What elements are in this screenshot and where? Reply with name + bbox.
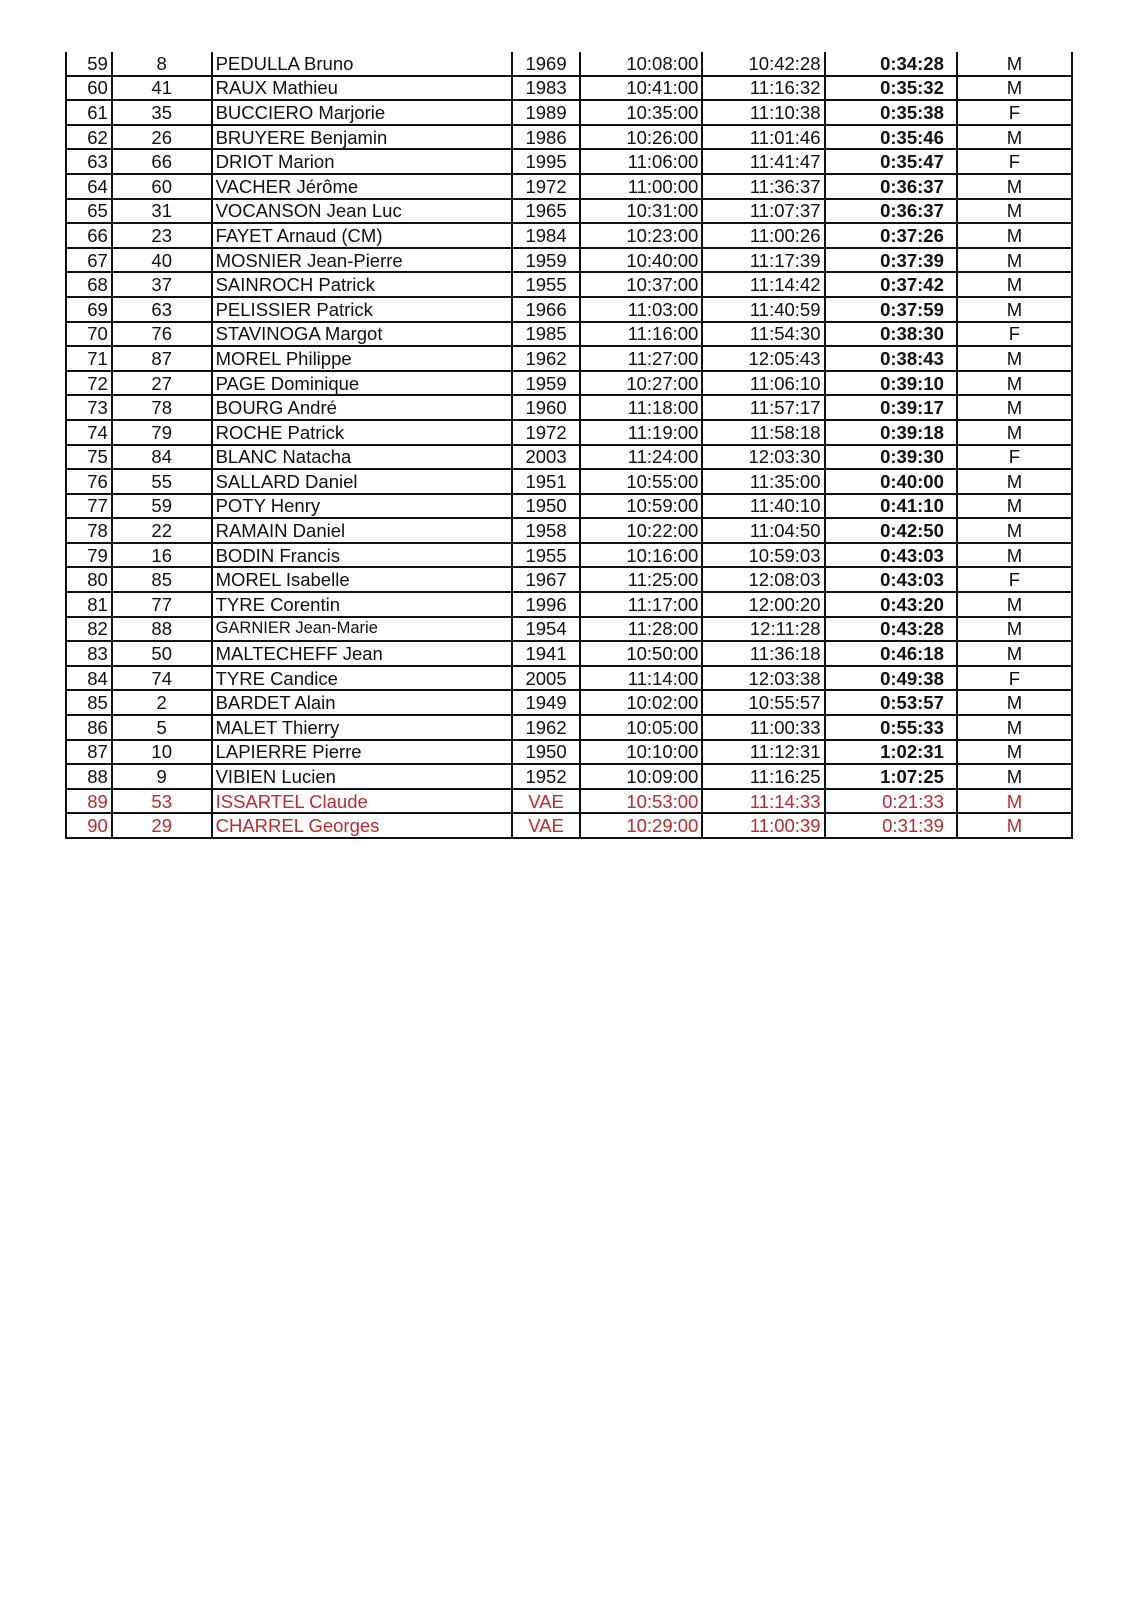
sex-cell: M [957,272,1072,297]
bib-cell: 10 [112,740,212,765]
race-time-cell: 0:39:18 [825,420,957,445]
race-time-cell: 0:38:30 [825,322,957,347]
birth-year-cell: 1962 [512,715,580,740]
name-cell: MALET Thierry [212,715,512,740]
start-time-cell: 10:22:00 [580,518,702,543]
finish-time-cell: 12:00:20 [702,592,824,617]
finish-time-cell: 11:16:32 [702,76,824,101]
finish-time-cell: 12:08:03 [702,567,824,592]
birth-year-cell: 2005 [512,666,580,691]
table-row [66,223,1072,248]
sex-cell: M [957,592,1072,617]
start-time-cell: 10:59:00 [580,494,702,519]
race-time-cell: 0:40:00 [825,469,957,494]
race-time-cell: 0:21:33 [825,789,957,814]
start-time-cell: 10:16:00 [580,543,702,568]
bib-cell: 85 [112,567,212,592]
sex-cell: M [957,518,1072,543]
table-row [66,100,1072,125]
table-row [66,322,1072,347]
race-time-cell: 0:41:10 [825,494,957,519]
birth-year-cell: 1966 [512,297,580,322]
finish-time-cell: 11:36:18 [702,641,824,666]
bib-cell: 50 [112,641,212,666]
race-time-cell: 0:43:03 [825,543,957,568]
birth-year-cell: 1986 [512,125,580,150]
race-time-cell: 0:31:39 [825,813,957,838]
name-cell: DRIOT Marion [212,149,512,174]
bib-cell: 29 [112,813,212,838]
name-cell: ISSARTEL Claude [212,789,512,814]
sex-cell: M [957,740,1072,765]
start-time-cell: 11:16:00 [580,322,702,347]
bib-cell: 88 [112,617,212,642]
finish-time-cell: 11:07:37 [702,199,824,224]
table-row [66,248,1072,273]
start-time-cell: 10:05:00 [580,715,702,740]
rank-cell: 66 [66,223,112,248]
table-row [66,52,1072,76]
race-time-cell: 0:39:17 [825,395,957,420]
race-time-cell: 0:35:47 [825,149,957,174]
bib-cell: 53 [112,789,212,814]
birth-year-cell: 1995 [512,149,580,174]
finish-time-cell: 11:14:33 [702,789,824,814]
finish-time-cell: 11:36:37 [702,174,824,199]
sex-cell: M [957,715,1072,740]
birth-year-cell: 1950 [512,494,580,519]
name-cell: TYRE Candice [212,666,512,691]
table-row [66,592,1072,617]
name-cell: MOSNIER Jean-Pierre [212,248,512,273]
race-time-cell: 0:36:37 [825,174,957,199]
race-time-cell: 0:43:03 [825,567,957,592]
sex-cell: M [957,297,1072,322]
finish-time-cell: 12:11:28 [702,617,824,642]
table-row [66,715,1072,740]
birth-year-cell: 1954 [512,617,580,642]
table-row [66,469,1072,494]
bib-cell: 79 [112,420,212,445]
race-time-cell: 0:42:50 [825,518,957,543]
race-time-cell: 0:37:59 [825,297,957,322]
race-time-cell: 0:46:18 [825,641,957,666]
name-cell: STAVINOGA Margot [212,322,512,347]
race-time-cell: 0:35:46 [825,125,957,150]
birth-year-cell: 1962 [512,346,580,371]
start-time-cell: 10:35:00 [580,100,702,125]
rank-cell: 68 [66,272,112,297]
birth-year-cell: 1960 [512,395,580,420]
bib-cell: 37 [112,272,212,297]
start-time-cell: 11:25:00 [580,567,702,592]
name-cell: TYRE Corentin [212,592,512,617]
rank-cell: 78 [66,518,112,543]
start-time-cell: 10:50:00 [580,641,702,666]
sex-cell: M [957,125,1072,150]
table-row [66,199,1072,224]
birth-year-cell: 1958 [512,518,580,543]
start-time-cell: 11:19:00 [580,420,702,445]
rank-cell: 72 [66,371,112,396]
rank-cell: 82 [66,617,112,642]
finish-time-cell: 11:10:38 [702,100,824,125]
race-time-cell: 0:53:57 [825,690,957,715]
start-time-cell: 10:23:00 [580,223,702,248]
table-row [66,395,1072,420]
bib-cell: 2 [112,690,212,715]
finish-time-cell: 11:41:47 [702,149,824,174]
rank-cell: 65 [66,199,112,224]
rank-cell: 84 [66,666,112,691]
sex-cell: F [957,149,1072,174]
start-time-cell: 10:29:00 [580,813,702,838]
table-row [66,272,1072,297]
table-row [66,297,1072,322]
finish-time-cell: 11:16:25 [702,764,824,789]
rank-cell: 61 [66,100,112,125]
sex-cell: M [957,469,1072,494]
race-time-cell: 1:02:31 [825,740,957,765]
table-row [66,346,1072,371]
race-time-cell: 0:36:37 [825,199,957,224]
start-time-cell: 10:08:00 [580,52,702,76]
rank-cell: 89 [66,789,112,814]
bib-cell: 35 [112,100,212,125]
name-cell: RAUX Mathieu [212,76,512,101]
name-cell: RAMAIN Daniel [212,518,512,543]
start-time-cell: 11:06:00 [580,149,702,174]
sex-cell: M [957,494,1072,519]
race-time-cell: 0:39:30 [825,445,957,470]
race-time-cell: 1:07:25 [825,764,957,789]
bib-cell: 66 [112,149,212,174]
table-row [66,494,1072,519]
birth-year-cell: 1952 [512,764,580,789]
finish-time-cell: 11:06:10 [702,371,824,396]
start-time-cell: 11:17:00 [580,592,702,617]
start-time-cell: 11:28:00 [580,617,702,642]
sex-cell: M [957,76,1072,101]
name-cell: MOREL Philippe [212,346,512,371]
start-time-cell: 11:27:00 [580,346,702,371]
table-row [66,125,1072,150]
table-row [66,641,1072,666]
race-time-cell: 0:37:26 [825,223,957,248]
table-row [66,690,1072,715]
birth-year-cell: 2003 [512,445,580,470]
birth-year-cell: 1972 [512,174,580,199]
bib-cell: 23 [112,223,212,248]
birth-year-cell: 1941 [512,641,580,666]
finish-time-cell: 11:00:26 [702,223,824,248]
sex-cell: M [957,789,1072,814]
bib-cell: 76 [112,322,212,347]
sex-cell: M [957,52,1072,76]
sex-cell: M [957,420,1072,445]
name-cell: LAPIERRE Pierre [212,740,512,765]
bib-cell: 40 [112,248,212,273]
rank-cell: 69 [66,297,112,322]
birth-year-cell: 1955 [512,272,580,297]
bib-cell: 22 [112,518,212,543]
sex-cell: M [957,641,1072,666]
bib-cell: 27 [112,371,212,396]
birth-year-cell: 1959 [512,371,580,396]
results-table [65,52,1073,839]
finish-time-cell: 10:59:03 [702,543,824,568]
birth-year-cell: VAE [512,813,580,838]
name-cell: PEDULLA Bruno [212,52,512,76]
birth-year-cell: 1950 [512,740,580,765]
name-cell: FAYET Arnaud (CM) [212,223,512,248]
finish-time-cell: 10:55:57 [702,690,824,715]
name-cell: BLANC Natacha [212,445,512,470]
birth-year-cell: 1969 [512,52,580,76]
race-time-cell: 0:38:43 [825,346,957,371]
birth-year-cell: 1972 [512,420,580,445]
rank-cell: 62 [66,125,112,150]
bib-cell: 74 [112,666,212,691]
finish-time-cell: 11:00:33 [702,715,824,740]
finish-time-cell: 11:58:18 [702,420,824,445]
name-cell: MOREL Isabelle [212,567,512,592]
finish-time-cell: 11:57:17 [702,395,824,420]
rank-cell: 80 [66,567,112,592]
bib-cell: 31 [112,199,212,224]
race-time-cell: 0:34:28 [825,52,957,76]
sex-cell: M [957,346,1072,371]
sex-cell: M [957,690,1072,715]
sex-cell: F [957,100,1072,125]
rank-cell: 60 [66,76,112,101]
start-time-cell: 10:53:00 [580,789,702,814]
rank-cell: 79 [66,543,112,568]
name-cell: VACHER Jérôme [212,174,512,199]
bib-cell: 87 [112,346,212,371]
sex-cell: F [957,666,1072,691]
sex-cell: M [957,371,1072,396]
bib-cell: 63 [112,297,212,322]
birth-year-cell: 1949 [512,690,580,715]
race-time-cell: 0:43:28 [825,617,957,642]
start-time-cell: 10:40:00 [580,248,702,273]
sex-cell: F [957,567,1072,592]
name-cell: VIBIEN Lucien [212,764,512,789]
finish-time-cell: 12:03:38 [702,666,824,691]
name-cell: BODIN Francis [212,543,512,568]
race-time-cell: 0:39:10 [825,371,957,396]
table-row [66,666,1072,691]
rank-cell: 75 [66,445,112,470]
table-row [66,174,1072,199]
race-time-cell: 0:43:20 [825,592,957,617]
start-time-cell: 11:03:00 [580,297,702,322]
finish-time-cell: 11:01:46 [702,125,824,150]
race-time-cell: 0:55:33 [825,715,957,740]
rank-cell: 76 [66,469,112,494]
sex-cell: M [957,199,1072,224]
table-row [66,420,1072,445]
rank-cell: 73 [66,395,112,420]
start-time-cell: 10:37:00 [580,272,702,297]
sex-cell: F [957,322,1072,347]
sex-cell: M [957,543,1072,568]
birth-year-cell: 1984 [512,223,580,248]
bib-cell: 59 [112,494,212,519]
table-row [66,518,1072,543]
birth-year-cell: 1967 [512,567,580,592]
start-time-cell: 11:14:00 [580,666,702,691]
finish-time-cell: 11:17:39 [702,248,824,273]
race-time-cell: 0:35:32 [825,76,957,101]
rank-cell: 77 [66,494,112,519]
rank-cell: 83 [66,641,112,666]
birth-year-cell: VAE [512,789,580,814]
bib-cell: 60 [112,174,212,199]
start-time-cell: 10:09:00 [580,764,702,789]
name-cell: GARNIER Jean-Marie [212,617,512,642]
name-cell: PAGE Dominique [212,371,512,396]
rank-cell: 81 [66,592,112,617]
bib-cell: 8 [112,52,212,76]
bib-cell: 26 [112,125,212,150]
finish-time-cell: 11:14:42 [702,272,824,297]
bib-cell: 77 [112,592,212,617]
results-body [66,52,1072,838]
race-time-cell: 0:35:38 [825,100,957,125]
table-row [66,789,1072,814]
name-cell: VOCANSON Jean Luc [212,199,512,224]
bib-cell: 78 [112,395,212,420]
table-row [66,813,1072,838]
birth-year-cell: 1983 [512,76,580,101]
sex-cell: M [957,248,1072,273]
table-row [66,76,1072,101]
sex-cell: F [957,445,1072,470]
bib-cell: 16 [112,543,212,568]
bib-cell: 84 [112,445,212,470]
bib-cell: 41 [112,76,212,101]
rank-cell: 59 [66,52,112,76]
name-cell: SALLARD Daniel [212,469,512,494]
finish-time-cell: 11:54:30 [702,322,824,347]
start-time-cell: 10:55:00 [580,469,702,494]
rank-cell: 90 [66,813,112,838]
rank-cell: 70 [66,322,112,347]
start-time-cell: 10:41:00 [580,76,702,101]
rank-cell: 71 [66,346,112,371]
rank-cell: 88 [66,764,112,789]
name-cell: SAINROCH Patrick [212,272,512,297]
start-time-cell: 10:02:00 [580,690,702,715]
table-row [66,567,1072,592]
finish-time-cell: 11:00:39 [702,813,824,838]
name-cell: BUCCIERO Marjorie [212,100,512,125]
rank-cell: 85 [66,690,112,715]
finish-time-cell: 12:03:30 [702,445,824,470]
finish-time-cell: 11:40:10 [702,494,824,519]
start-time-cell: 11:24:00 [580,445,702,470]
birth-year-cell: 1965 [512,199,580,224]
finish-time-cell: 12:05:43 [702,346,824,371]
name-cell: CHARREL Georges [212,813,512,838]
race-time-cell: 0:37:42 [825,272,957,297]
sex-cell: M [957,617,1072,642]
rank-cell: 63 [66,149,112,174]
finish-time-cell: 11:35:00 [702,469,824,494]
finish-time-cell: 10:42:28 [702,52,824,76]
birth-year-cell: 1989 [512,100,580,125]
race-time-cell: 0:49:38 [825,666,957,691]
sex-cell: M [957,813,1072,838]
finish-time-cell: 11:12:31 [702,740,824,765]
rank-cell: 86 [66,715,112,740]
finish-time-cell: 11:04:50 [702,518,824,543]
table-row [66,445,1072,470]
table-row [66,371,1072,396]
name-cell: BARDET Alain [212,690,512,715]
name-cell: MALTECHEFF Jean [212,641,512,666]
name-cell: BRUYERE Benjamin [212,125,512,150]
name-cell: BOURG André [212,395,512,420]
bib-cell: 55 [112,469,212,494]
birth-year-cell: 1985 [512,322,580,347]
race-time-cell: 0:37:39 [825,248,957,273]
bib-cell: 9 [112,764,212,789]
rank-cell: 87 [66,740,112,765]
finish-time-cell: 11:40:59 [702,297,824,322]
table-row [66,617,1072,642]
start-time-cell: 11:00:00 [580,174,702,199]
rank-cell: 67 [66,248,112,273]
start-time-cell: 10:27:00 [580,371,702,396]
name-cell: PELISSIER Patrick [212,297,512,322]
table-row [66,740,1072,765]
sex-cell: M [957,174,1072,199]
birth-year-cell: 1959 [512,248,580,273]
start-time-cell: 11:18:00 [580,395,702,420]
birth-year-cell: 1955 [512,543,580,568]
bib-cell: 5 [112,715,212,740]
birth-year-cell: 1996 [512,592,580,617]
start-time-cell: 10:10:00 [580,740,702,765]
rank-cell: 64 [66,174,112,199]
rank-cell: 74 [66,420,112,445]
start-time-cell: 10:31:00 [580,199,702,224]
sex-cell: M [957,764,1072,789]
table-row [66,149,1072,174]
start-time-cell: 10:26:00 [580,125,702,150]
name-cell: ROCHE Patrick [212,420,512,445]
name-cell: POTY Henry [212,494,512,519]
sex-cell: M [957,223,1072,248]
birth-year-cell: 1951 [512,469,580,494]
table-row [66,764,1072,789]
table-row [66,543,1072,568]
sex-cell: M [957,395,1072,420]
